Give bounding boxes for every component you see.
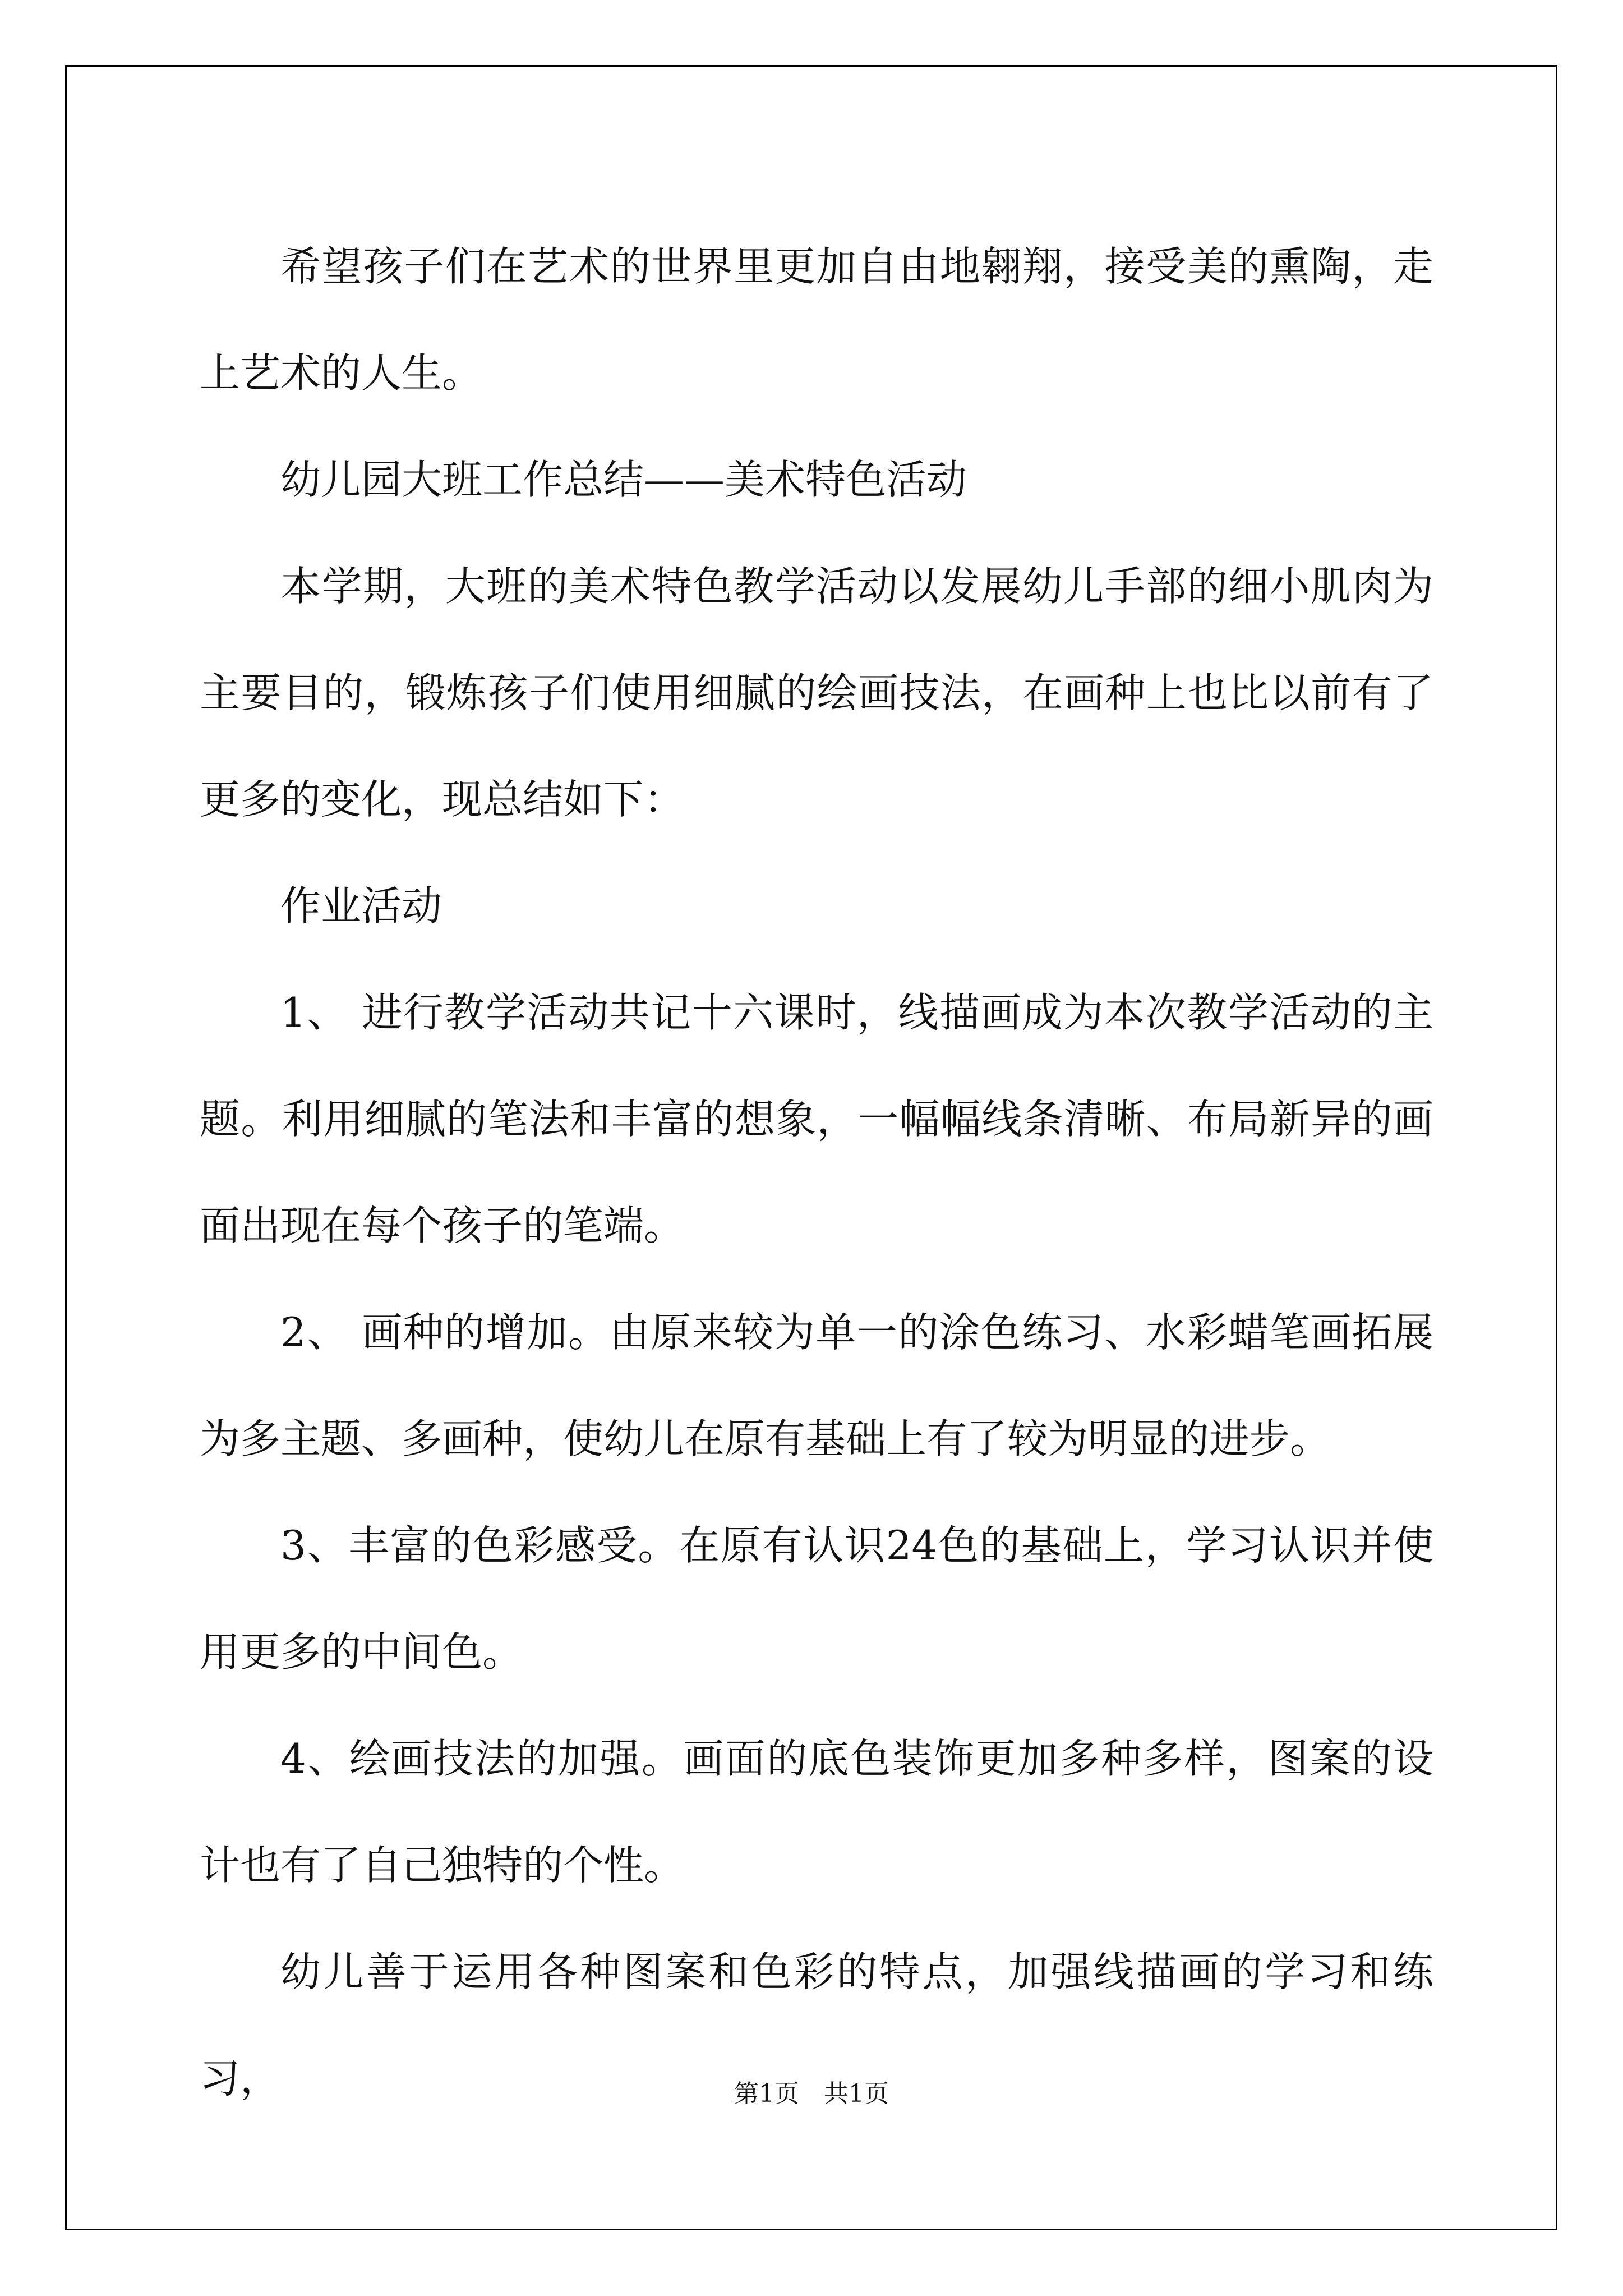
paragraph-intro: 本学期，大班的美术特色教学活动以发展幼儿手部的细小肌肉为主要目的，锻炼孩子们使用细腻的绘画技法，在画种上也比以前有了更多的变化，现总结如下： — [200, 563, 1433, 823]
list-item-3: 3、丰富的色彩感受。在原有认识24色的基础上，学习认识并使用更多的中间色。 — [200, 1522, 1433, 1676]
document-body — [200, 213, 1433, 2132]
paragraph-last: 幼儿善于运用各种图案和色彩的特点，加强线描画的学习和练习， — [200, 1948, 1433, 2102]
paragraph-1: 希望孩子们在艺术的世界里更加自由地翱翔，接受美的熏陶，走上艺术的人生。 — [200, 243, 1433, 397]
subheading-activity: 作业活动 — [280, 882, 442, 930]
page-number-footer: 第1页 共1页 — [734, 2079, 889, 2108]
list-item-4: 4、绘画技法的加强。画面的底色装饰更加多种多样，图案的设计也有了自己独特的个性。 — [200, 1735, 1433, 1889]
list-item-1: 1、 进行教学活动共记十六课时，线描画成为本次教学活动的主题。利用细腻的笔法和丰富的想象，一幅幅线条清晰、布局新异的画面出现在每个孩子的笔端。 — [200, 989, 1433, 1249]
section-title: 幼儿园大班工作总结——美术特色活动 — [280, 456, 967, 503]
list-item-2: 2、 画种的增加。由原来较为单一的涂色练习、水彩蜡笔画拓展为多主题、多画种，使幼儿在原有基础上有了较为明显的进步。 — [200, 1309, 1433, 1462]
